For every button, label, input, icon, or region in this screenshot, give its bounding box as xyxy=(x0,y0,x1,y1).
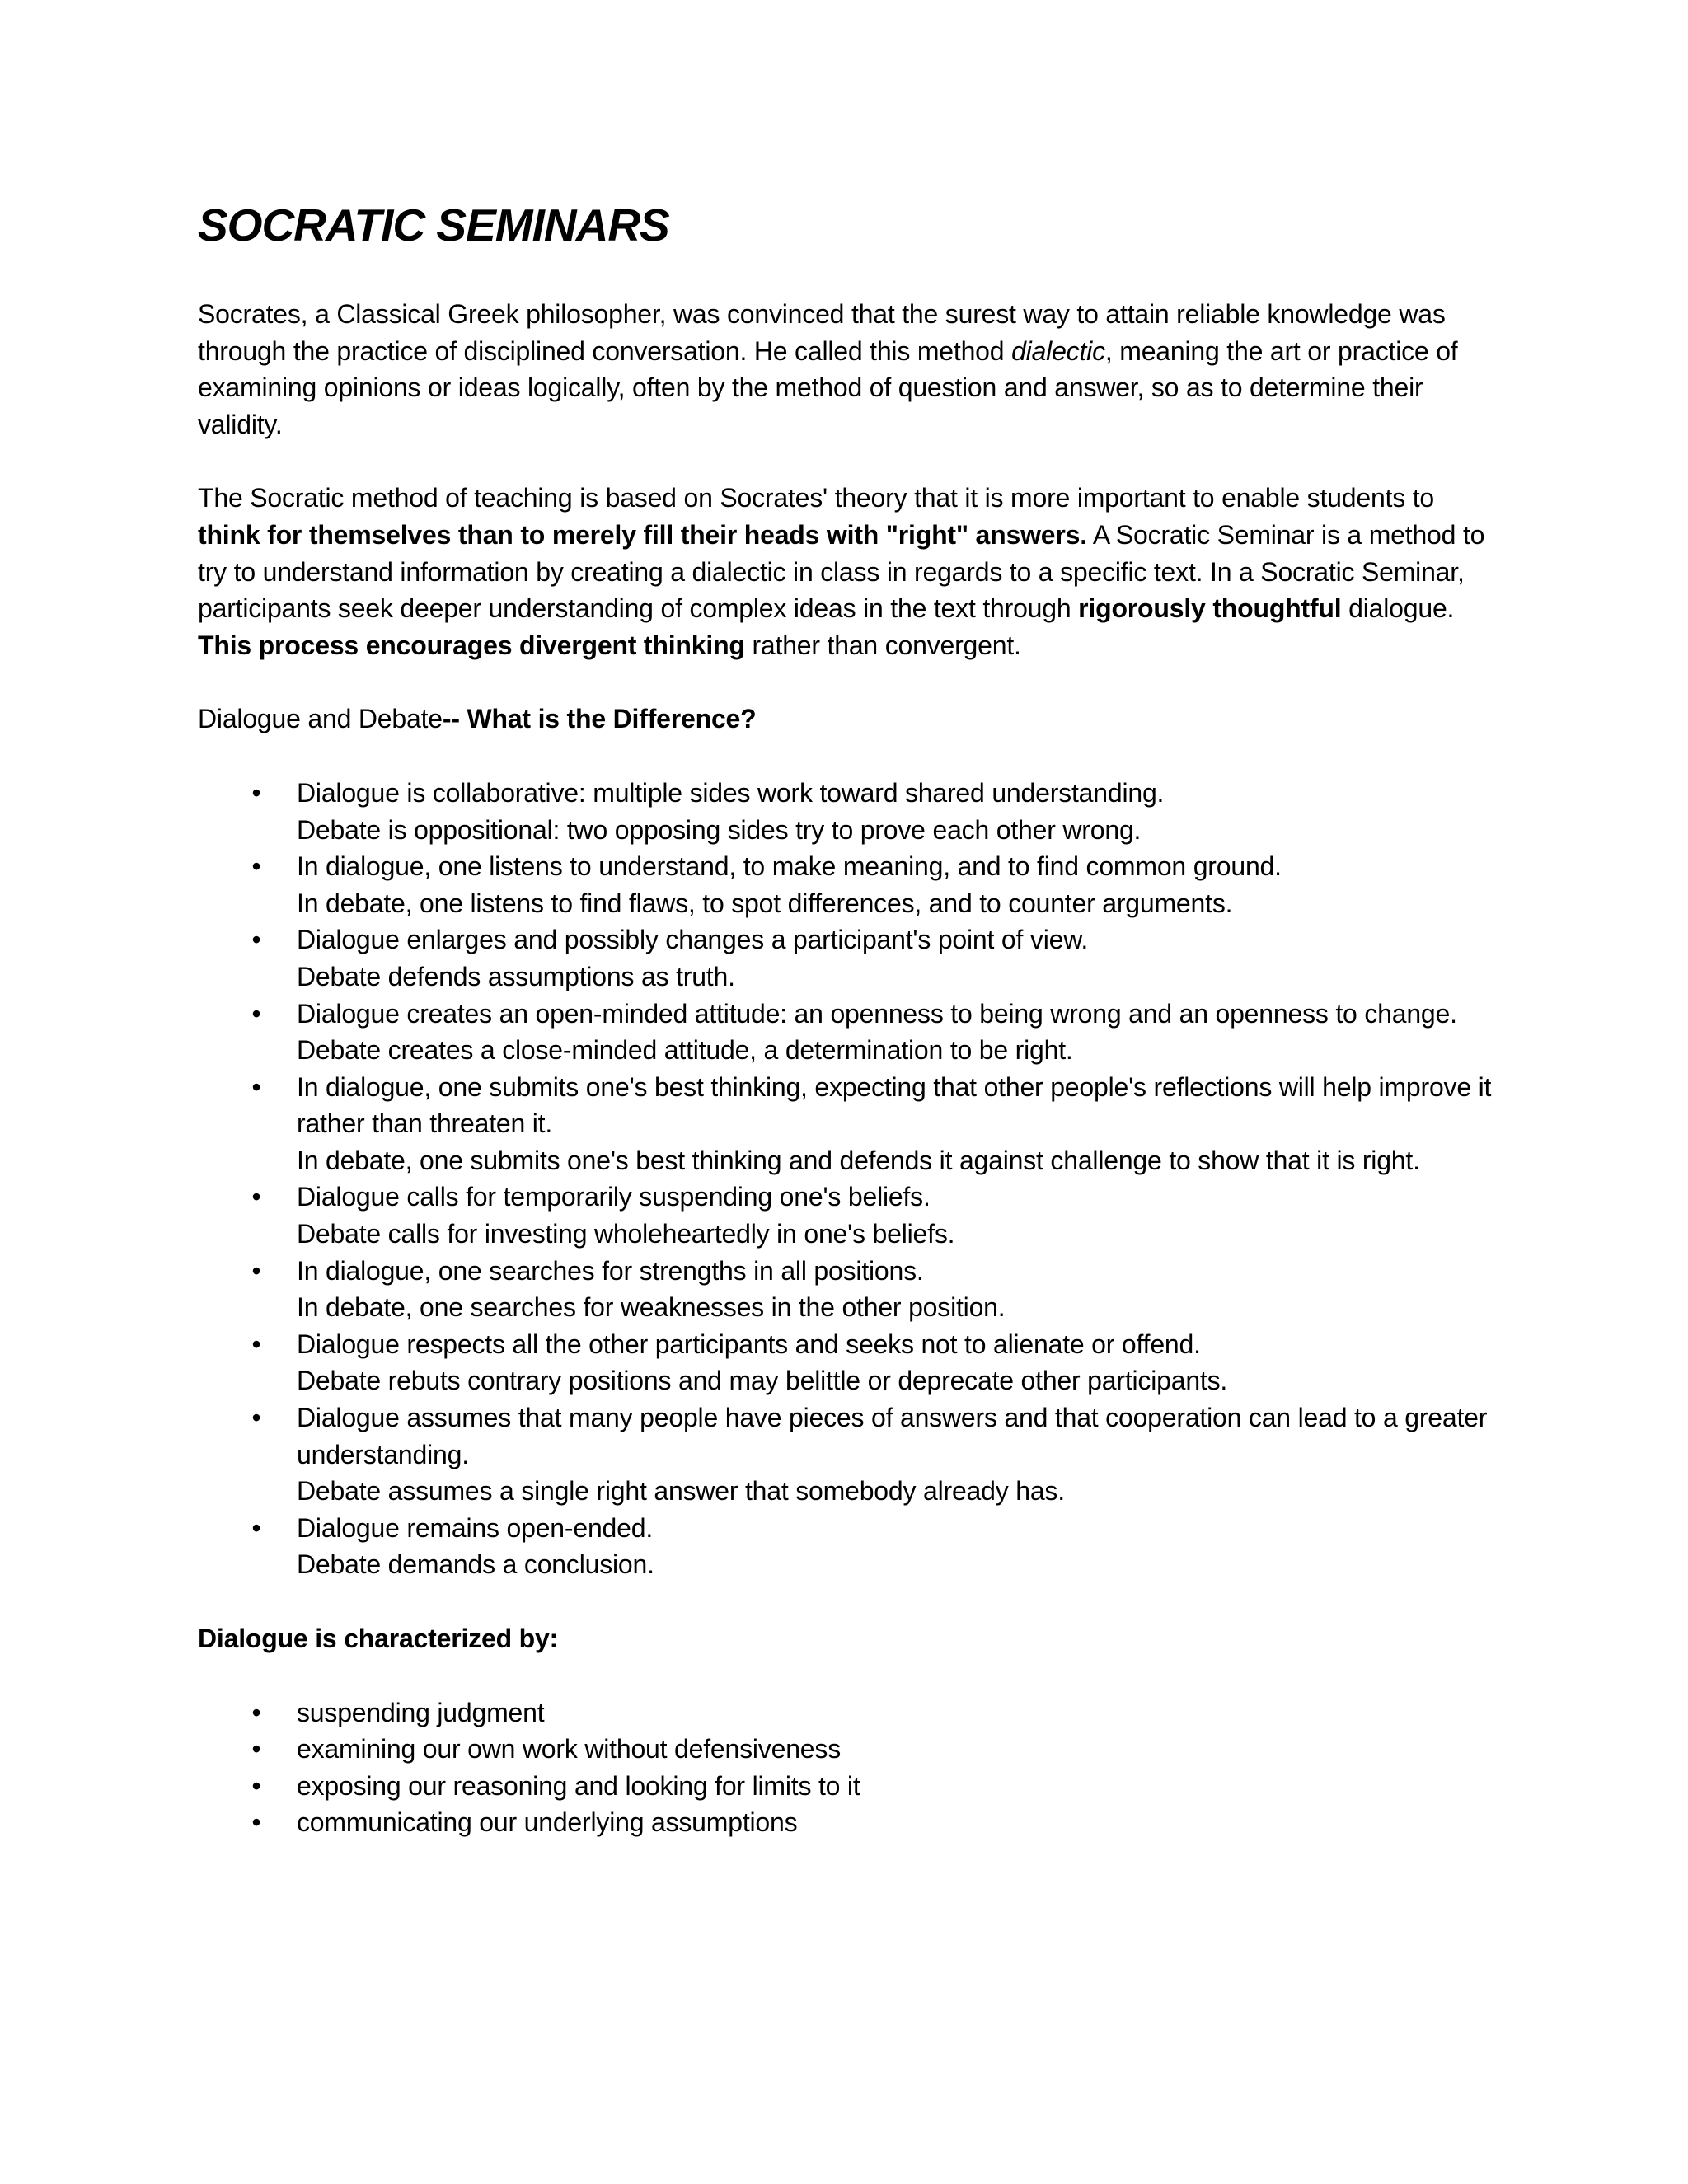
differences-list xyxy=(198,775,1500,1583)
method-text-2: A Socratic Seminar is a method to try to understand information by creating a dialectic in class in regards to a specific text. In a Socratic Seminar, participants seek deeper understanding of complex ideas in the text through xyxy=(198,519,1485,624)
dialogue-statement: Dialogue calls for temporarily suspending one's beliefs. xyxy=(297,1182,931,1212)
list-item xyxy=(198,921,1500,995)
characterized-heading xyxy=(198,1620,1500,1657)
intro-text-2: , meaning the art or practice of examining opinions or ideas logically, often by the method of question and answer, so as to determine their validity. xyxy=(198,335,1458,439)
characteristic-text: communicating our underlying assumptions xyxy=(297,1807,798,1838)
bullet-icon: • xyxy=(251,1697,261,1727)
intro-paragraph xyxy=(198,296,1500,443)
characteristic-text: suspending judgment xyxy=(297,1697,545,1727)
list-item xyxy=(198,996,1500,1069)
list-item xyxy=(198,1399,1500,1510)
dialogue-statement: In dialogue, one searches for strengths in all positions. xyxy=(297,1255,924,1286)
dialogue-statement: Dialogue assumes that many people have pieces of answers and that cooperation can lead to a greater understanding. xyxy=(297,1403,1488,1469)
debate-statement: In debate, one listens to find flaws, to spot differences, and to counter arguments. xyxy=(297,888,1233,918)
bullet-icon: • xyxy=(251,1734,261,1765)
bullet-icon: • xyxy=(251,1255,261,1286)
characteristic-text: examining our own work without defensiveness xyxy=(297,1734,841,1765)
list-item xyxy=(198,1069,1500,1179)
bullet-icon: • xyxy=(251,777,261,808)
list-item xyxy=(198,775,1500,848)
dialogue-statement: Dialogue enlarges and possibly changes a participant's point of view. xyxy=(297,925,1089,955)
debate-statement: Debate assumes a single right answer that somebody already has. xyxy=(297,1476,1065,1507)
characteristics-list xyxy=(198,1694,1500,1841)
dialogue-statement: Dialogue creates an open-minded attitude: an openness to being wrong and an openness to change. xyxy=(297,998,1457,1029)
debate-statement: Debate creates a close-minded attitude, a determination to be right. xyxy=(297,1035,1073,1066)
dialogue-statement: Dialogue remains open-ended. xyxy=(297,1512,654,1543)
list-item xyxy=(198,1510,1500,1583)
list-item xyxy=(198,1694,1500,1732)
bullet-icon: • xyxy=(251,1403,261,1433)
characteristic-text: exposing our reasoning and looking for limits to it xyxy=(297,1770,860,1801)
difference-heading xyxy=(198,701,1500,738)
list-item xyxy=(198,1768,1500,1805)
dialogue-statement: In dialogue, one listens to understand, to make meaning, and to find common ground. xyxy=(297,851,1282,882)
intro-text-1: Socrates, a Classical Greek philosopher, was convinced that the surest way to attain reliable knowledge was through the practice of disciplined conversation. He called this method xyxy=(198,299,1446,366)
characterized-heading-text: Dialogue is characterized by: xyxy=(198,1624,559,1653)
difference-heading-plain: Dialogue and Debate xyxy=(198,704,443,734)
list-item xyxy=(198,1253,1500,1326)
dialogue-statement: Dialogue respects all the other participants and seeks not to alienate or offend. xyxy=(297,1329,1201,1359)
debate-statement: In debate, one searches for weaknesses in the other position. xyxy=(297,1292,1006,1323)
difference-heading-bold: -- What is the Difference? xyxy=(442,704,757,734)
document-content xyxy=(198,196,1500,1841)
debate-statement: Debate defends assumptions as truth. xyxy=(297,961,735,991)
debate-statement: Debate demands a conclusion. xyxy=(297,1549,654,1580)
dialogue-statement: In dialogue, one submits one's best thinking, expecting that other people's reflections will help improve it rather than threaten it. xyxy=(297,1071,1492,1139)
method-text-1: The Socratic method of teaching is based on Socrates' theory that it is more important to enable students to xyxy=(198,483,1435,513)
page-title: SOCRATIC SEMINARS xyxy=(198,199,669,251)
bullet-icon: • xyxy=(251,998,261,1029)
debate-statement: In debate, one submits one's best thinking and defends it against challenge to show that it is right. xyxy=(297,1145,1420,1175)
list-item xyxy=(198,1326,1500,1399)
bullet-icon: • xyxy=(251,1512,261,1543)
bullet-icon: • xyxy=(251,1770,261,1801)
debate-statement: Debate rebuts contrary positions and may belittle or deprecate other participants. xyxy=(297,1366,1228,1396)
method-bold-2: rigorously thoughtful xyxy=(1078,593,1342,624)
list-item xyxy=(198,1804,1500,1841)
method-bold-3: This process encourages divergent thinking xyxy=(198,630,745,660)
list-item xyxy=(198,1731,1500,1768)
list-item xyxy=(198,1179,1500,1252)
method-text-4: rather than convergent. xyxy=(744,630,1021,660)
bullet-icon: • xyxy=(251,851,261,882)
list-item xyxy=(198,848,1500,921)
method-bold-1: think for themselves than to merely fill their heads with "right" answers. xyxy=(198,519,1087,550)
bullet-icon: • xyxy=(251,1071,261,1102)
dialogue-statement: Dialogue is collaborative: multiple sides work toward shared understanding. xyxy=(297,777,1165,808)
bullet-icon: • xyxy=(251,1807,261,1838)
bullet-icon: • xyxy=(251,1329,261,1359)
method-text-3: dialogue. xyxy=(1341,593,1455,624)
debate-statement: Debate is oppositional: two opposing sides try to prove each other wrong. xyxy=(297,814,1142,845)
method-paragraph xyxy=(198,480,1500,663)
bullet-icon: • xyxy=(251,1182,261,1212)
debate-statement: Debate calls for investing wholeheartedly in one's beliefs. xyxy=(297,1219,955,1249)
intro-term-dialectic: dialectic xyxy=(1011,335,1105,366)
bullet-icon: • xyxy=(251,925,261,955)
